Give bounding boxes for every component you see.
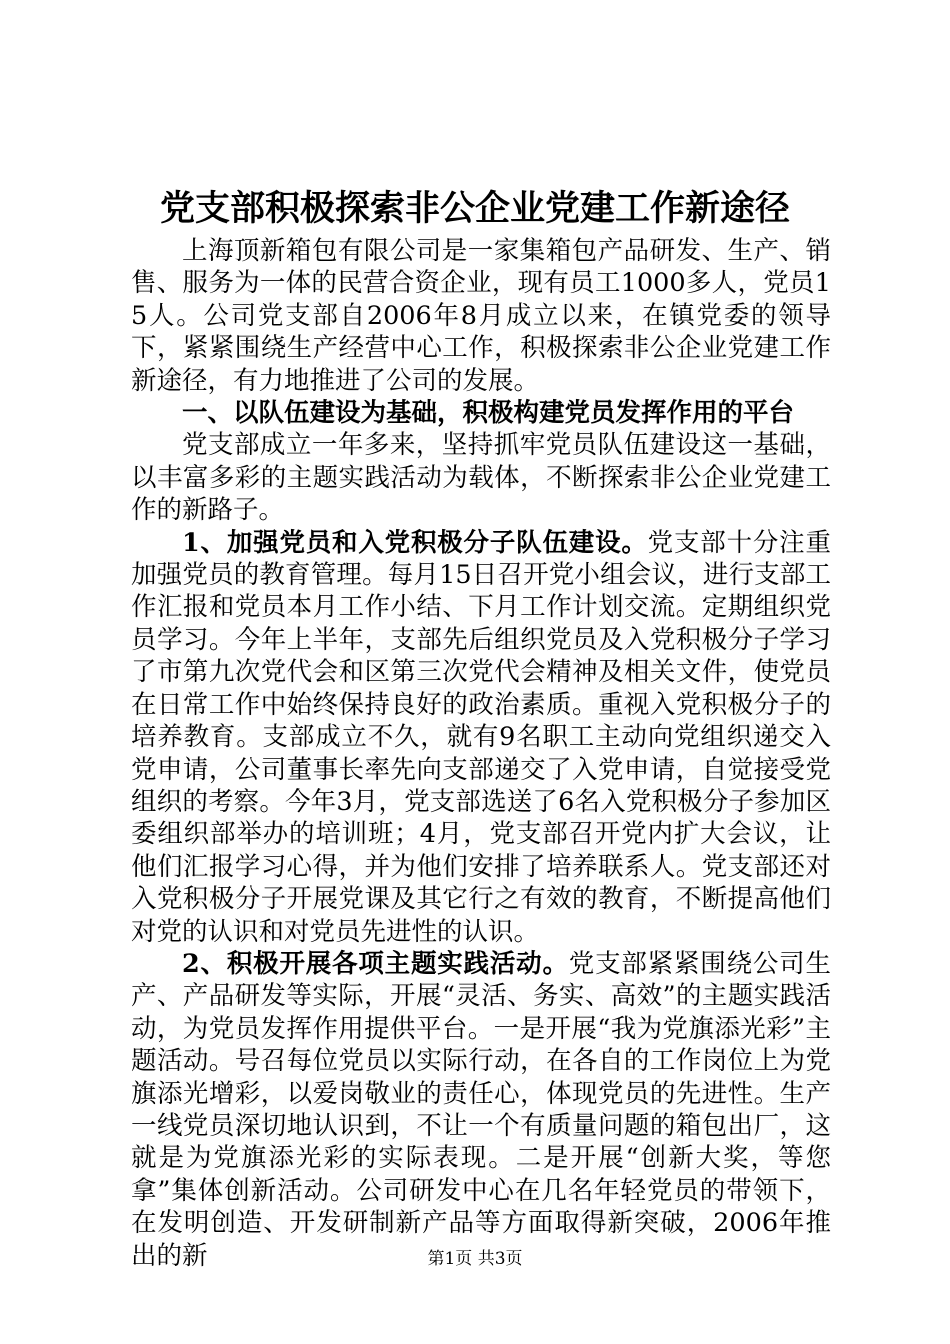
- item-2-text: 党支部紧紧围绕公司生产、产品研发等实际，开展“灵活、务实、高效”的主题实践活动，为党员发挥作用提供平台。一是开展“我为党旗添光彩”主题活动。号召每位党员以实际行动，在各自的工作岗位上为党旗添光增彩，以爱岗敬业的责任心，体现党员的先进性。生产一线党员深切地认识到，不让一个有质量问题的箱包出厂，这就是为党旗添光彩的实际表现。二是开展“创新大奖，等您拿”集体创新活动。公司研发中心在几名年轻党员的带领下，在发明创造、开发研制新产品等方面取得新突破，2006年推出的新: [131, 948, 831, 1271]
- section-intro-paragraph: 党支部成立一年多来，坚持抓牢党员队伍建设这一基础，以丰富多彩的主题实践活动为载体，不断探索非公企业党建工作的新路子。: [131, 430, 831, 526]
- item-2-lead: 2、积极开展各项主题实践活动。: [182, 948, 569, 979]
- page-footer: 第1页 共3页: [427, 1249, 523, 1269]
- item-2-paragraph: [131, 948, 831, 1272]
- item-1-lead: 1、加强党员和入党积极分子队伍建设。: [182, 527, 648, 558]
- item-1-text: 党支部十分注重加强党员的教育管理。每月15日召开党小组会议，进行支部工作汇报和党员本月工作小结、下月工作计划交流。定期组织党员学习。今年上半年，支部先后组织党员及入党积极分子学习了市第九次党代会和区第三次党代会精神及相关文件，使党员在日常工作中始终保持良好的政治素质。重视入党积极分子的培养教育。支部成立不久，就有9名职工主动向党组织递交入党申请，公司董事长率先向支部递交了入党申请，自觉接受党组织的考察。今年3月，党支部选送了6名入党积极分子参加区委组织部举办的培训班；4月，党支部召开党内扩大会议，让他们汇报学习心得，并为他们安排了培养联系人。党支部还对入党积极分子开展党课及其它行之有效的教育，不断提高他们对党的认识和对党员先进性的认识。: [131, 527, 831, 947]
- intro-paragraph: 上海顶新箱包有限公司是一家集箱包产品研发、生产、销售、服务为一体的民营合资企业，现有员工1000多人，党员15人。公司党支部自2006年8月成立以来，在镇党委的领导下，紧紧围绕生产经营中心工作，积极探索非公企业党建工作新途径，有力地推进了公司的发展。: [131, 236, 831, 396]
- document-body: [131, 235, 831, 1272]
- section-heading: 一、以队伍建设为基础，积极构建党员发挥作用的平台: [182, 398, 795, 429]
- item-1-paragraph: [131, 527, 831, 948]
- document-title: 党支部积极探索非公企业党建工作新途径: [159, 188, 790, 229]
